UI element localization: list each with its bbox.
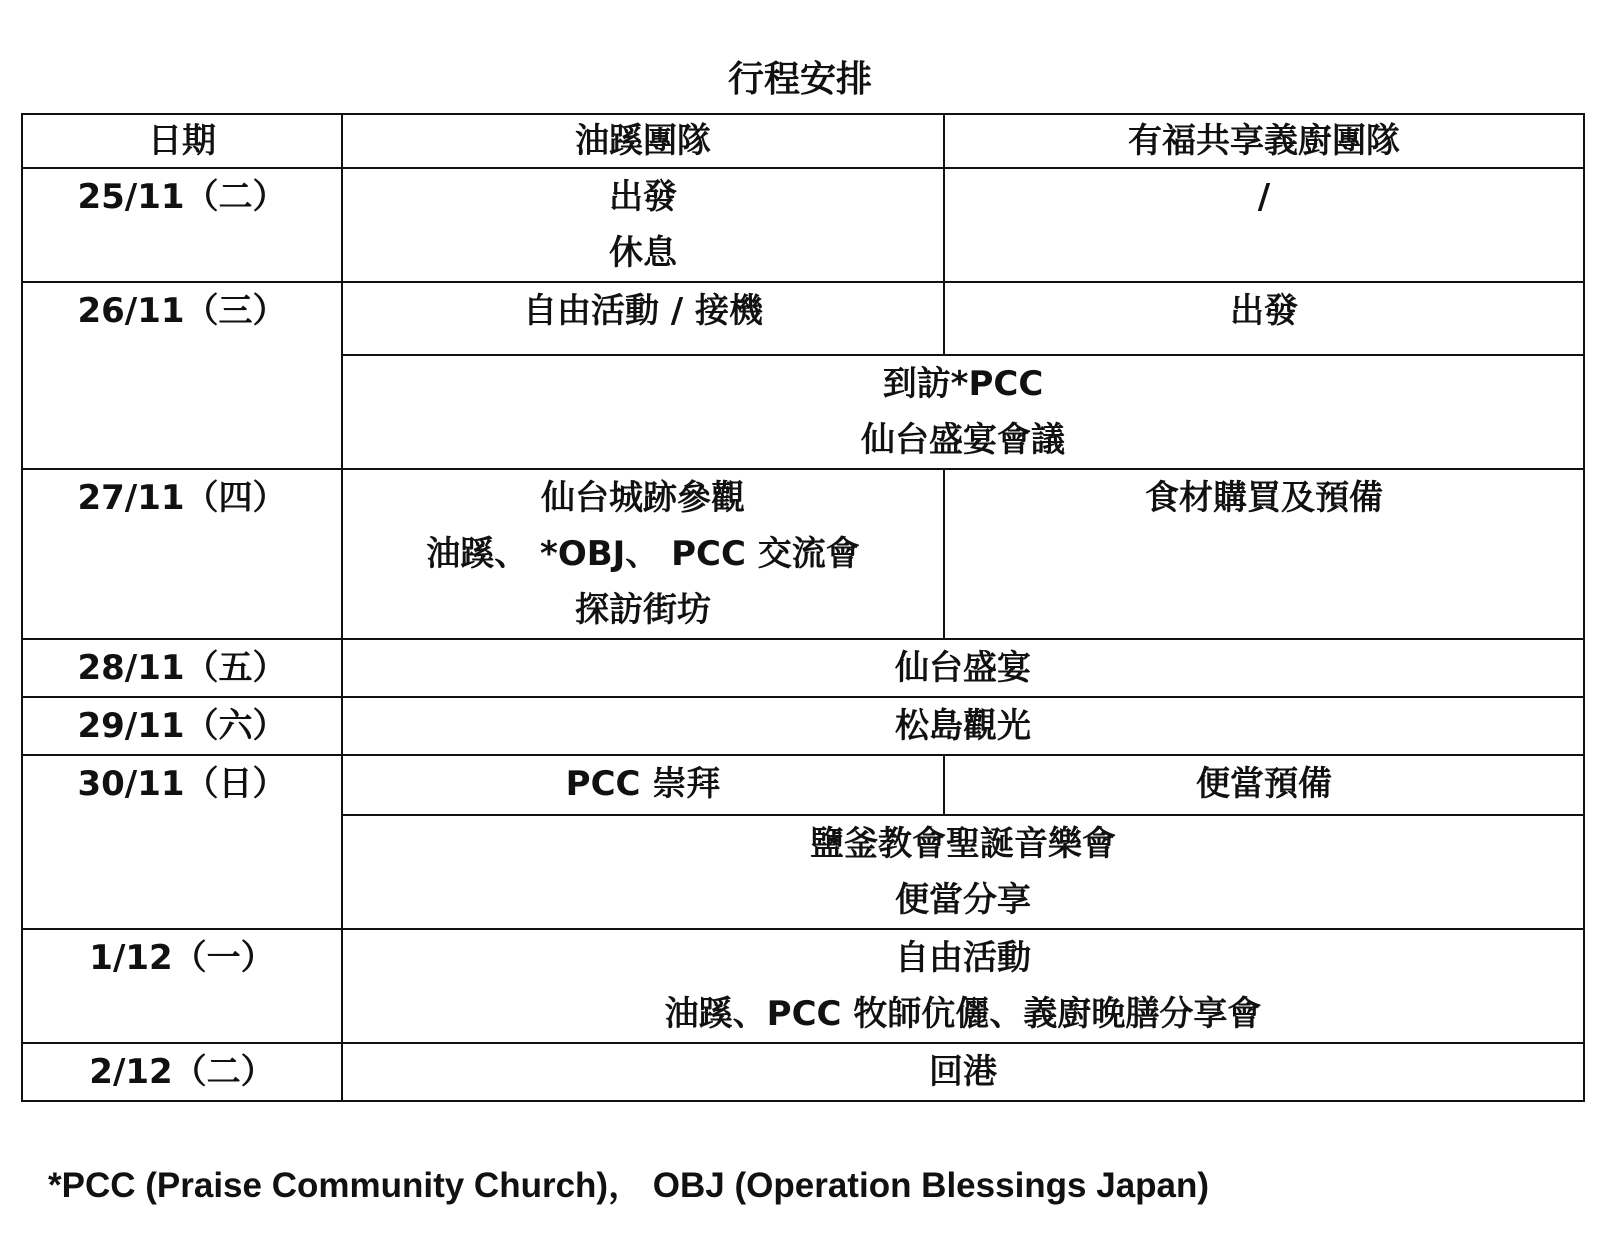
date-cell: 26/11（三） (22, 282, 342, 469)
table-header-row (22, 114, 1584, 168)
team-2-cell: 出發 (944, 282, 1584, 355)
cell-line: 自由活動 (895, 938, 1031, 978)
cell-line: 便當分享 (895, 880, 1031, 920)
table-row (22, 639, 1584, 697)
page-title: 行程安排 (727, 59, 872, 100)
column-header-team-2: 有福共享義廚團隊 (944, 114, 1584, 168)
table-row (22, 282, 1584, 355)
cell-line: 仙台城跡參觀 (541, 478, 745, 518)
team-1-cell (342, 168, 944, 282)
joint-cell: 松島觀光 (342, 697, 1584, 755)
joint-cell (342, 815, 1584, 929)
team-1-cell: PCC 崇拜 (342, 755, 944, 815)
table-row (22, 1043, 1584, 1101)
cell-line: 油蹊、PCC 牧師伉儷、義廚晚膳分享會 (664, 994, 1262, 1034)
joint-cell (342, 929, 1584, 1043)
cell-line: 探訪街坊 (575, 590, 711, 630)
cell-line: 鹽釜教會聖誕音樂會 (810, 824, 1116, 864)
team-2-cell: 食材購買及預備 (944, 469, 1584, 639)
date-cell: 25/11（二） (22, 168, 342, 282)
team-2-cell: / (944, 168, 1584, 282)
team-1-cell: 自由活動 / 接機 (342, 282, 944, 355)
date-cell: 27/11（四） (22, 469, 342, 639)
joint-cell: 回港 (342, 1043, 1584, 1101)
team-1-cell (342, 469, 944, 639)
column-header-team-1: 油蹊團隊 (342, 114, 944, 168)
schedule-table (21, 113, 1585, 1102)
date-cell: 2/12（二） (22, 1043, 342, 1101)
date-cell: 1/12（一） (22, 929, 342, 1043)
table-row (22, 755, 1584, 815)
cell-line: 仙台盛宴會議 (861, 420, 1065, 460)
table-row (22, 929, 1584, 1043)
joint-cell: 仙台盛宴 (342, 639, 1584, 697)
date-cell: 30/11（日） (22, 755, 342, 929)
cell-line: 出發 (609, 177, 677, 217)
joint-cell (342, 355, 1584, 469)
column-header-date: 日期 (22, 114, 342, 168)
footnote: *PCC (Praise Community Church)， OBJ (Operation Blessings Japan) (48, 1166, 1210, 1205)
team-2-cell: 便當預備 (944, 755, 1584, 815)
table-row (22, 697, 1584, 755)
cell-line: 到訪*PCC (882, 364, 1044, 404)
table-row (22, 168, 1584, 282)
table-row (22, 469, 1584, 639)
date-cell: 28/11（五） (22, 639, 342, 697)
cell-line: 休息 (609, 233, 677, 273)
date-cell: 29/11（六） (22, 697, 342, 755)
cell-line: 油蹊、 *OBJ、 PCC 交流會 (426, 534, 860, 574)
